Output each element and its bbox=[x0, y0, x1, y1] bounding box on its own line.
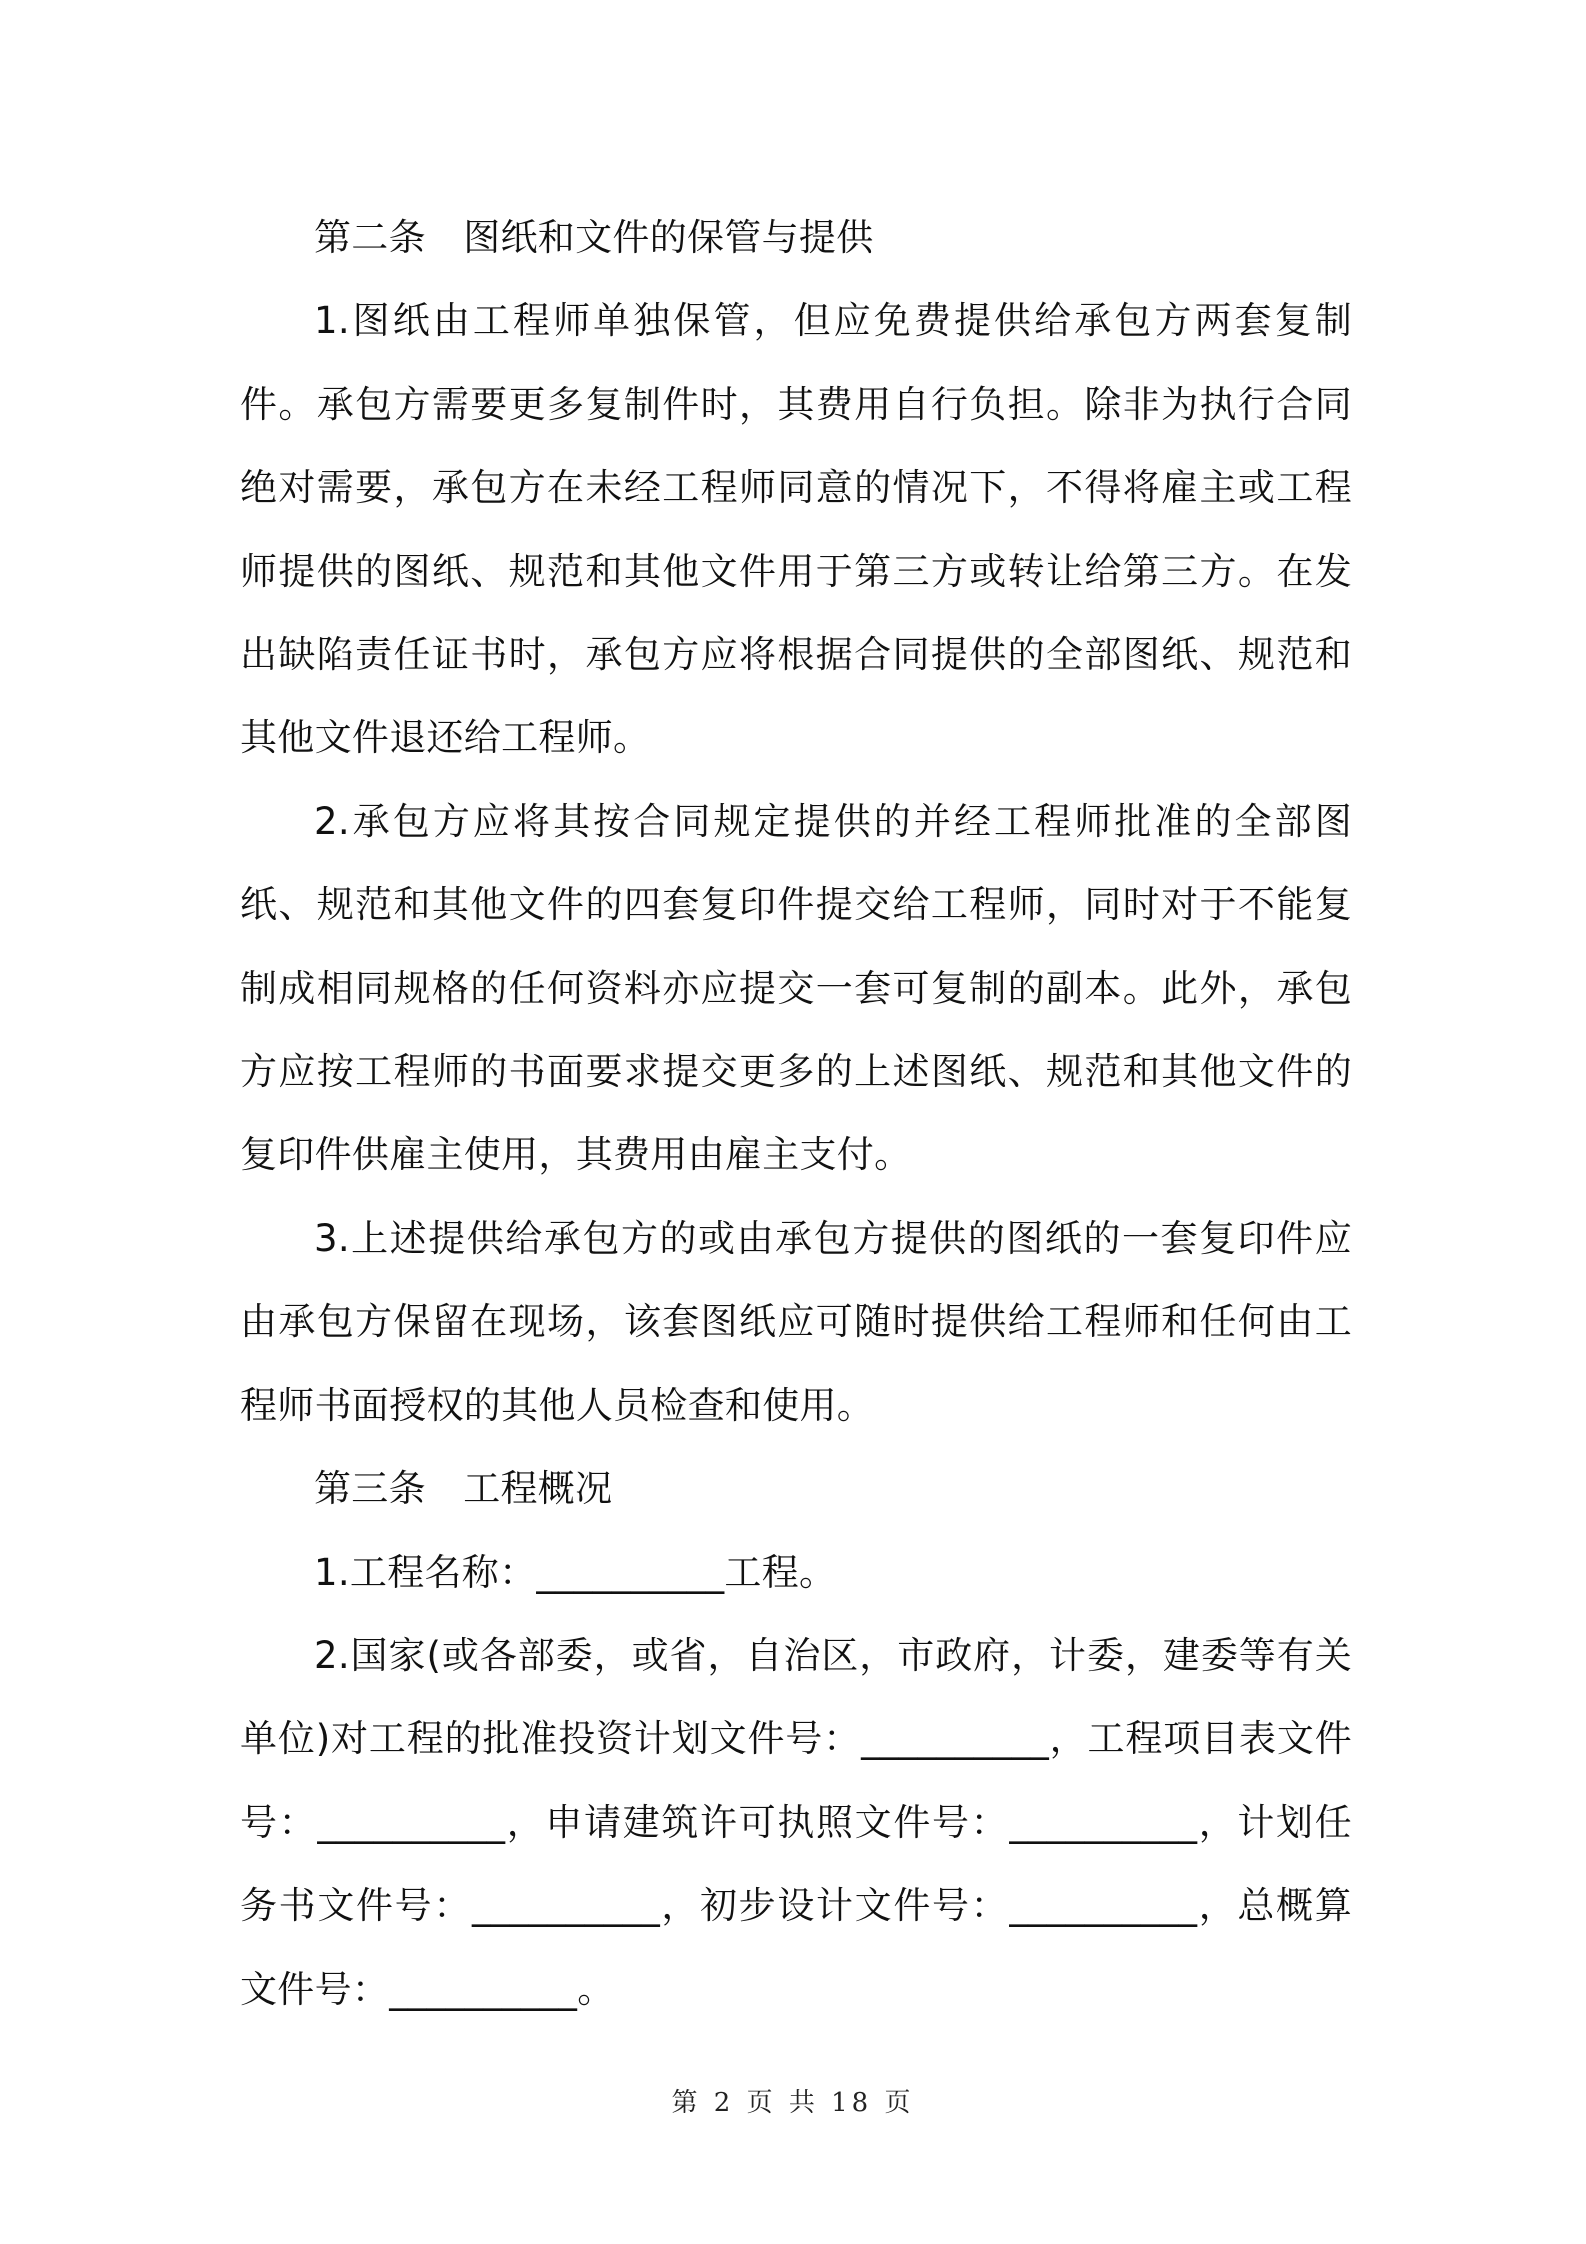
article-3-clause-2: 2.国家(或各部委，或省，自治区，市政府，计委，建委等有关单位)对工程的批准投资计划文件号：__________，工程项目表文件号：__________，申请建筑许可执照文件号：__________，计划任务书文件号：__________，初步设计文件号：__________，总概算文件号：__________。 bbox=[240, 1633, 1352, 2011]
article-2-heading: 第二条 图纸和文件的保管与提供 bbox=[314, 216, 874, 259]
article-2-clause-1: 1.图纸由工程师单独保管，但应免费提供给承包方两套复制件。承包方需要更多复制件时，其费用自行负担。除非为执行合同绝对需要，承包方在未经工程师同意的情况下，不得将雇主或工程师提供的图纸、规范和其他文件用于第三方或转让给第三方。在发出缺陷责任证书时，承包方应将根据合同提供的全部图纸、规范和其他文件退还给工程师。 bbox=[240, 299, 1352, 760]
article-2-clause-2: 2.承包方应将其按合同规定提供的并经工程师批准的全部图纸、规范和其他文件的四套复印件提交给工程师，同时对于不能复制成相同规格的任何资料亦应提交一套可复制的副本。此外，承包方应按工程师的书面要求提交更多的上述图纸、规范和其他文件的复印件供雇主使用，其费用由雇主支付。 bbox=[240, 799, 1352, 1177]
article-2-clause-3: 3.上述提供给承包方的或由承包方提供的图纸的一套复印件应由承包方保留在现场，该套图纸应可随时提供给工程师和任何由工程师书面授权的其他人员检查和使用。 bbox=[240, 1216, 1352, 1427]
document-body bbox=[240, 196, 1352, 2031]
article-3-heading: 第三条 工程概况 bbox=[314, 1467, 613, 1511]
page-number-footer: 第 2 页 共 18 页 bbox=[671, 2088, 915, 2118]
article-3-clause-1: 1.工程名称：__________工程。 bbox=[314, 1550, 837, 1594]
